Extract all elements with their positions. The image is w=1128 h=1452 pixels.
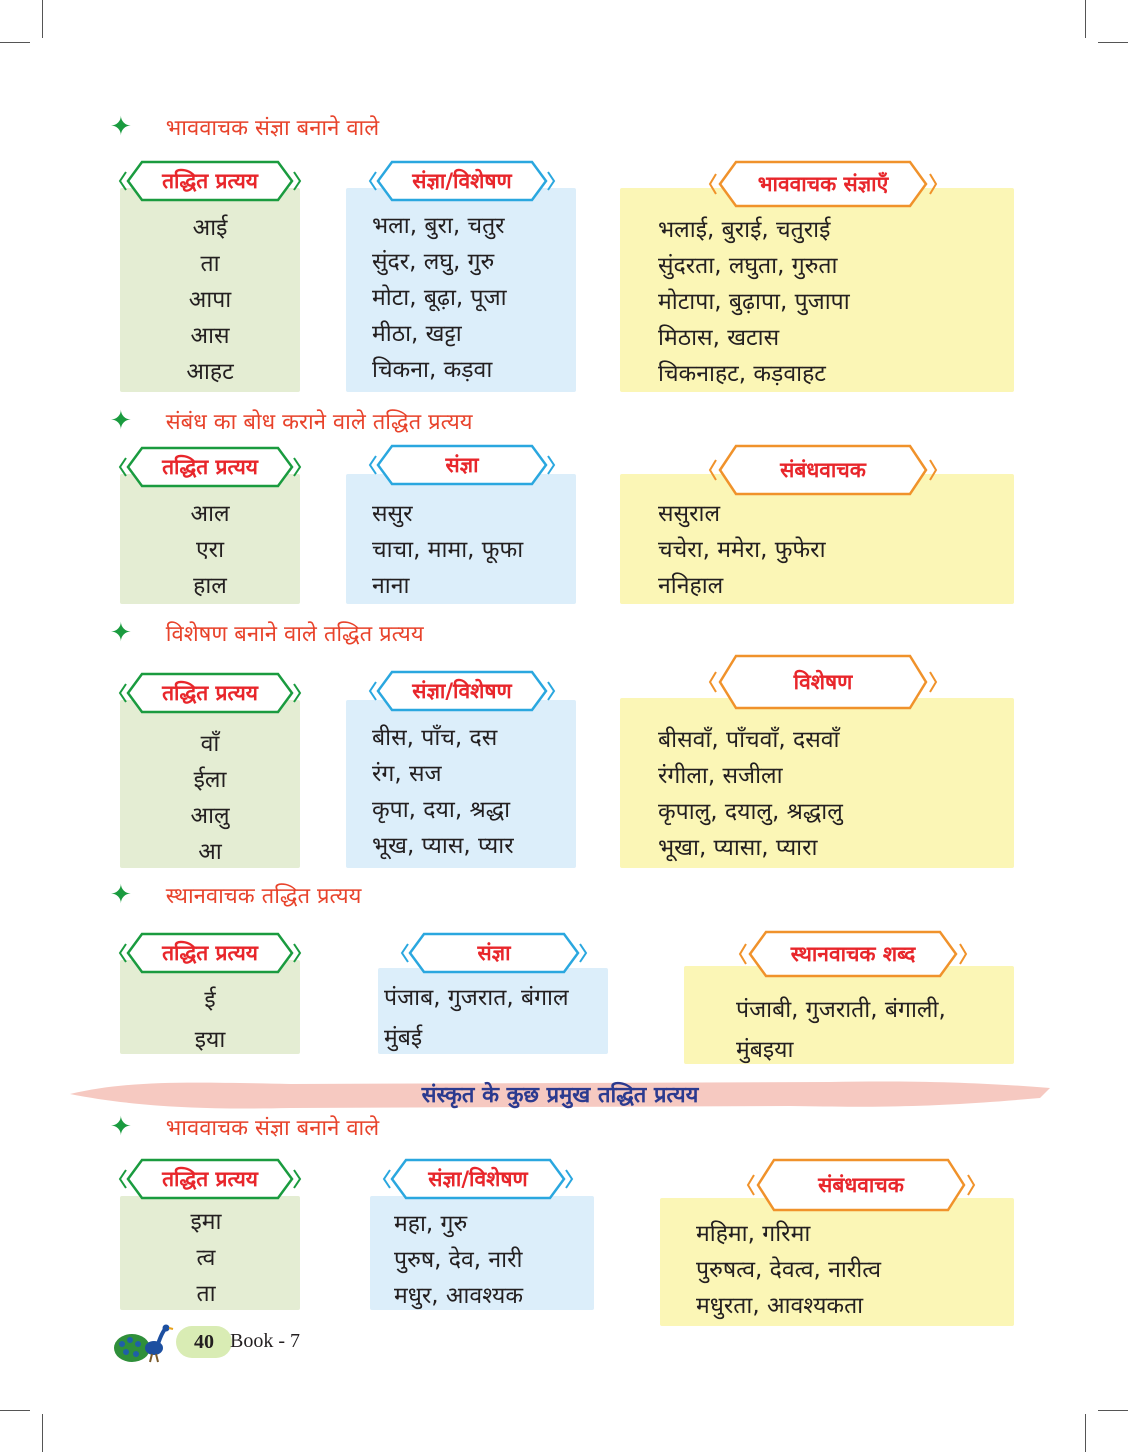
section-title-text: विशेषण बनाने वाले तद्धित प्रत्यय (165, 622, 424, 647)
list-item: मोटापा, बुढ़ापा, पुजापा (658, 289, 850, 315)
noun-label: संज्ञा/विशेषण (380, 1156, 576, 1202)
suffix-list (116, 1204, 296, 1312)
list-item: मधुर, आवश्यक (394, 1283, 524, 1309)
star-bullet-icon: ✦ (110, 112, 132, 142)
list-item: चाचा, मामा, फूफा (372, 537, 524, 563)
list-item: आल (190, 501, 230, 527)
noun-label: संज्ञा (398, 930, 590, 976)
star-bullet-icon: ✦ (110, 618, 132, 648)
list-item: मधुरता, आवश्यकता (696, 1293, 864, 1319)
list-item: महिमा, गरिमा (696, 1221, 811, 1247)
result-list (658, 722, 843, 866)
list-item: एरा (195, 537, 225, 563)
page-number: 40 (176, 1326, 232, 1358)
section-title (110, 618, 424, 648)
noun-list (372, 496, 523, 604)
suffix-label: तद्धित प्रत्यय (116, 444, 304, 490)
list-item: बीस, पाँच, दस (372, 725, 498, 751)
crop-mark (42, 0, 43, 38)
section-title (110, 112, 379, 142)
result-list (658, 212, 850, 392)
section-title (110, 1112, 379, 1142)
list-item: महा, गुरु (394, 1211, 468, 1237)
list-item: ता (196, 1281, 216, 1307)
suffix-list (120, 210, 300, 390)
page-footer (112, 1318, 352, 1362)
list-item: ससुर (372, 501, 413, 527)
suffix-label: तद्धित प्रत्यय (116, 1156, 304, 1202)
list-item: पंजाब, गुजरात, बंगाल (384, 985, 569, 1011)
section-title-text: भाववाचक संज्ञा बनाने वाले (165, 116, 380, 141)
list-item: पुरुषत्व, देवत्व, नारीत्व (696, 1257, 882, 1283)
list-item: भूखा, प्यासा, प्यारा (658, 835, 818, 861)
list-item: मीठा, खट्टा (372, 321, 462, 347)
list-item: भला, बुरा, चतुर (372, 213, 505, 239)
crop-mark (1098, 1410, 1128, 1411)
list-item: ईला (193, 767, 227, 793)
list-item: मिठास, खटास (658, 325, 780, 351)
suffix-list (120, 726, 300, 870)
section-title-text: संबंध का बोध कराने वाले तद्धित प्रत्यय (165, 410, 473, 435)
noun-list (384, 978, 569, 1058)
result-list (696, 1216, 881, 1324)
list-item: चचेरा, ममेरा, फुफेरा (658, 537, 826, 563)
list-item: भूख, प्यास, प्यार (372, 833, 514, 859)
suffix-list (120, 496, 300, 604)
crop-mark (42, 1414, 43, 1452)
list-item: रंगीला, सजीला (658, 763, 783, 789)
list-item: मुंबई (384, 1025, 423, 1051)
result-label: भाववाचक संज्ञाएँ (706, 158, 940, 210)
suffix-list (120, 980, 300, 1060)
crop-mark (1085, 0, 1086, 38)
list-item: नाना (372, 573, 410, 599)
result-list (658, 496, 826, 604)
result-label: स्थानवाचक शब्द (736, 928, 970, 980)
list-item: भलाई, बुराई, चतुराई (658, 217, 831, 243)
list-item: पंजाबी, गुजराती, बंगाली, (736, 997, 946, 1023)
list-item: इया (194, 1027, 226, 1053)
result-label: संबंधवाचक (744, 1156, 978, 1214)
sanskrit-banner (70, 1072, 1050, 1116)
result-list (736, 990, 946, 1070)
peacock-icon (112, 1318, 176, 1366)
section-title (110, 406, 473, 436)
list-item: आपा (188, 287, 232, 313)
list-item: चिकना, कड़वा (372, 357, 493, 383)
list-item: हाल (193, 573, 227, 599)
section-title-text: भाववाचक संज्ञा बनाने वाले (165, 1116, 380, 1141)
crop-mark (1085, 1414, 1086, 1452)
list-item: पुरुष, देव, नारी (394, 1247, 523, 1273)
list-item: आहट (186, 359, 234, 385)
star-bullet-icon: ✦ (110, 1112, 132, 1142)
list-item: मुंबइया (736, 1037, 794, 1063)
result-label: संबंधवाचक (706, 442, 940, 498)
suffix-label: तद्धित प्रत्यय (116, 930, 304, 976)
section-title (110, 880, 361, 910)
suffix-label: तद्धित प्रत्यय (116, 158, 304, 204)
list-item: इमा (190, 1209, 222, 1235)
list-item: बीसवाँ, पाँचवाँ, दसवाँ (658, 727, 840, 753)
result-label: विशेषण (706, 652, 940, 712)
list-item: मोटा, बूढ़ा, पूजा (372, 285, 507, 311)
star-bullet-icon: ✦ (110, 880, 132, 910)
noun-label: संज्ञा/विशेषण (366, 668, 558, 714)
list-item: आई (192, 215, 228, 241)
noun-list (394, 1206, 523, 1314)
banner-title: संस्कृत के कुछ प्रमुख तद्धित प्रत्यय (421, 1083, 699, 1108)
noun-list (372, 720, 514, 864)
noun-list (372, 208, 507, 388)
noun-label: संज्ञा (366, 442, 558, 488)
list-item: वाँ (200, 731, 220, 757)
list-item: सुंदरता, लघुता, गुरुता (658, 253, 838, 279)
list-item: चिकनाहट, कड़वाहट (658, 361, 826, 387)
crop-mark (1098, 42, 1128, 43)
list-item: कृपा, दया, श्रद्धा (372, 797, 511, 823)
list-item: आलु (190, 803, 230, 829)
list-item: आ (198, 839, 222, 865)
crop-mark (0, 1410, 30, 1411)
list-item: ई (204, 987, 216, 1013)
list-item: रंग, सज (372, 761, 442, 787)
list-item: कृपालु, दयालु, श्रद्धालु (658, 799, 843, 825)
list-item: सुंदर, लघु, गुरु (372, 249, 495, 275)
star-bullet-icon: ✦ (110, 406, 132, 436)
book-label: Book - 7 (230, 1330, 300, 1352)
section-title-text: स्थानवाचक तद्धित प्रत्यय (165, 884, 362, 909)
list-item: आस (190, 323, 230, 349)
list-item: त्व (196, 1245, 216, 1271)
noun-label: संज्ञा/विशेषण (366, 158, 558, 204)
suffix-label: तद्धित प्रत्यय (116, 670, 304, 716)
list-item: ता (200, 251, 220, 277)
crop-mark (0, 42, 30, 43)
list-item: ससुराल (658, 501, 721, 527)
list-item: ननिहाल (658, 573, 724, 599)
